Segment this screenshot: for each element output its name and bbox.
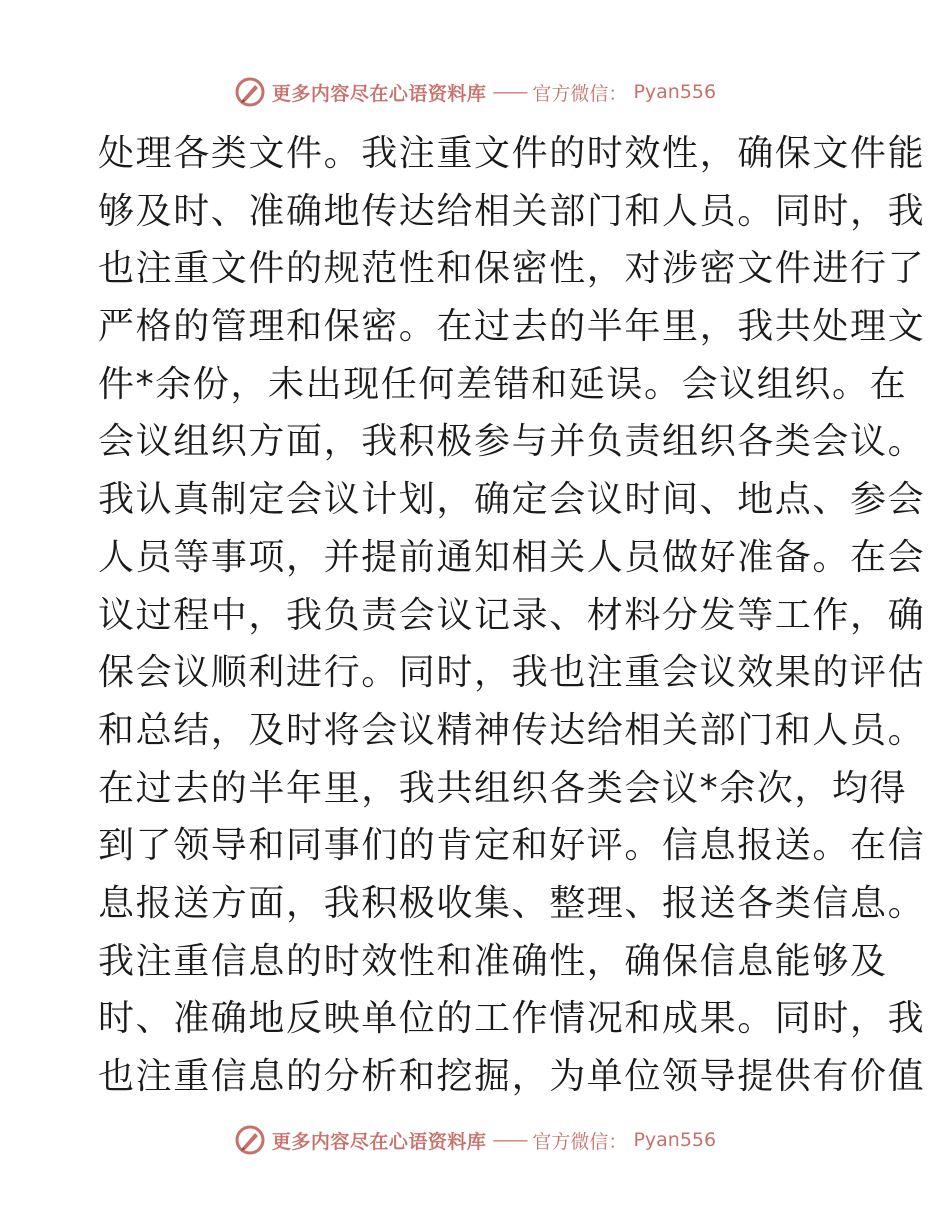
watermark-separator: —— [492,1129,527,1151]
text-line: 我注重信息的时效性和准确性，确保信息能够及 [98,940,888,982]
text-line: 和总结，及时将会议精神传达给相关部门和人员。 [98,709,926,751]
watermark-brand: 更多内容尽在心语资料库 [271,82,487,105]
text-line: 会议组织方面，我积极参与并负责组织各类会议。 [98,421,926,463]
footer-watermark [0,1120,950,1160]
text-line: 也注重文件的规范性和保密性，对涉密文件进行了 [98,248,926,290]
watermark-wechat-label: 官方微信： [532,82,628,105]
text-line: 够及时、准确地传达给相关部门和人员。同时，我 [98,190,926,232]
logo-icon [234,76,266,108]
document-body [98,125,926,1106]
text-line: 息报送方面，我积极收集、整理、报送各类信息。 [98,882,926,924]
watermark-separator: —— [492,81,527,103]
header-watermark [0,72,950,112]
watermark-wechat-id: Pyan556 [633,81,717,103]
watermark-wechat-label: 官方微信： [532,1130,628,1153]
text-line: 严格的管理和保密。在过去的半年里，我共处理文 [98,306,926,348]
logo-icon [234,1124,266,1156]
text-line: 到了领导和同事们的肯定和好评。信息报送。在信 [98,825,926,867]
text-line: 议过程中，我负责会议记录、材料分发等工作，确 [98,594,926,636]
text-line: 我认真制定会议计划，确定会议时间、地点、参会 [98,479,926,521]
text-line: 在过去的半年里，我共组织各类会议*余次，均得 [98,767,908,809]
text-line: 处理各类文件。我注重文件的时效性，确保文件能 [98,133,926,174]
text-line: 也注重信息的分析和挖掘，为单位领导提供有价值 [98,1056,926,1097]
text-line: 时、准确地反映单位的工作情况和成果。同时，我 [98,998,926,1040]
text-line: 件*余份，未出现任何差错和延误。会议组织。在 [98,363,908,405]
text-line: 人员等事项，并提前通知相关人员做好准备。在会 [98,536,926,578]
text-line: 保会议顺利进行。同时，我也注重会议效果的评估 [98,652,926,694]
watermark-brand: 更多内容尽在心语资料库 [271,1130,487,1153]
watermark-wechat-id: Pyan556 [633,1129,717,1151]
